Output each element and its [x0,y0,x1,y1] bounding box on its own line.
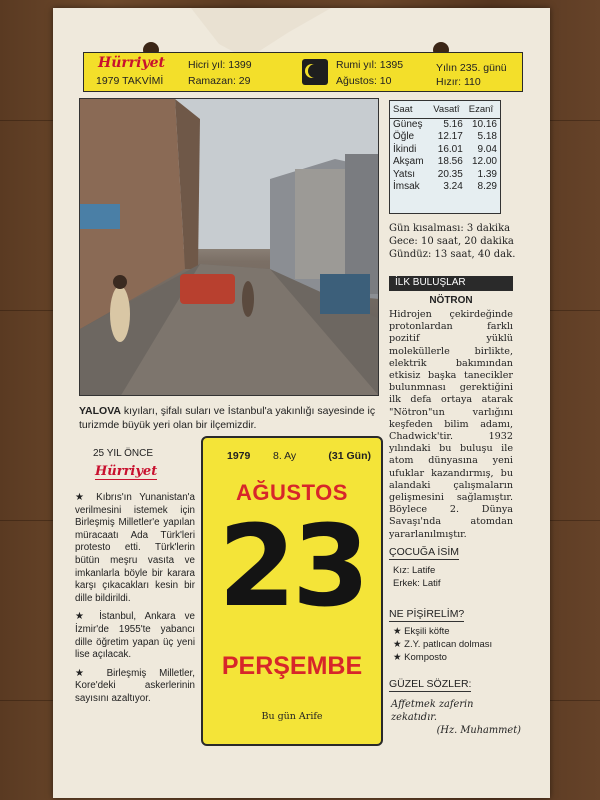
ne-pisirelim-heading: NE PİŞİRELİM? [389,608,465,620]
day-length-info [389,222,529,261]
day-shortening: Gün kısalması: 3 dakika [389,223,511,234]
table-row [390,169,500,181]
time-ezani: 10.16 [471,119,497,130]
card-day-count: (31 Gün) [328,450,371,462]
hicri-year: Hicri yıl: 1399 [188,59,252,71]
boy-name: Erkek: Latif [393,578,441,589]
time-vasati: 18.56 [437,156,463,168]
day-length: Gündüz: 13 saat, 40 dak. [389,249,516,260]
brand-logo: Hürriyet [98,55,165,71]
yil-once-label: 25 YIL ÖNCE [93,448,154,459]
photo-caption [79,404,381,432]
quote-text: Affetmek zaferin zekatıdır. [391,699,474,723]
time-name: Güneş [393,119,423,130]
girl-name: Kız: Latife [393,565,436,576]
calendar-page [53,8,550,798]
time-ezani: 8.29 [477,181,497,193]
table-row [390,181,500,193]
time-ezani: 12.00 [471,156,497,168]
time-ezani: 5.18 [477,131,497,143]
notron-title: NÖTRON [429,295,473,306]
ilk-buluslar-heading: İLK BULUŞLAR [389,276,513,291]
card-month-number: 8. Ay [273,450,297,462]
news-item: ★ Kıbrıs'ın Yunanistan'a verilmesini istemek için Birleşmiş Milletler'e yapılan müracaatı Ada Türk'leri protesto etti. Türk'lerin bütün meşru vasıta ve imkanlarla böyle bir karara karşı çıkacakları kesin bir dille bildirildi. [75,492,195,604]
card-day-number: 23 [218,502,366,632]
notron-article: Hidrojen çekirdeğinde protonlardan farklı pozitif yüklü moleküllerle birlikte, elektrik bakımından etkisiz başka tanecikler bulunmnası gerektiğini ilk defa ortaya atarak "Nötron"un varlığını keşfeden bilim adamı, Chadwick'tir. 1932 yılındaki bu buluşu ile atom dünyasına yeni ufuklar kazandırmış, bu alandaki çalışmaların gelişmesini sağlamıştır. Böylece 2. Dünya Savaşı'nda atomdan yararlanılmıştır. [389,309,513,540]
rumi-year: Rumi yıl: 1395 [336,59,404,71]
menu-item: ★ Komposto [393,652,447,663]
time-vasati: 5.16 [443,119,463,130]
table-row [390,144,500,156]
moon-phase-icon [302,59,328,85]
quote-author: (Hz. Muhammet) [436,725,521,736]
old-news-list [75,492,195,712]
card-month-name: AĞUSTOS [236,480,348,505]
night-length: Gece: 10 saat, 20 dakika [389,236,514,247]
agustos-rumi: Ağustos: 10 [336,75,392,87]
time-ezani: 1.39 [477,168,497,180]
time-name: Akşam [393,156,424,168]
day-of-year: Yılın 235. günü [436,62,507,74]
menu-item: ★ Ekşili köfte [393,626,450,637]
news-item: ★ Birleşmiş Milletler, Kore'deki askerlerinin sayısını azaltıyor. [75,667,195,704]
news-item: ★ İstanbul, Ankara ve İzmir'de 1955'te yabancı dille öğretim yapan üç yeni lise açılacak. [75,611,195,661]
ramazan-day: Ramazan: 29 [188,75,251,87]
time-name: İkindi [393,143,417,155]
takvim-label: 1979 TAKVİMİ [96,75,164,87]
table-row [390,119,500,132]
prayer-times-table [389,100,501,214]
time-vasati: 3.24 [443,181,463,193]
times-header-vasati: Vasatî [430,101,466,119]
quote-block [391,698,521,737]
card-weekday: PERŞEMBE [221,652,363,680]
hurriyet-small-logo: Hürriyet [95,464,158,479]
caption-place: YALOVA [79,405,122,417]
times-header-ezani: Ezanî [466,101,500,119]
menu-item: ★ Z.Y. patlıcan dolması [393,639,493,650]
times-header-saat: Saat [390,101,430,119]
time-name: İmsak [393,181,420,193]
time-ezani: 9.04 [477,143,497,155]
yalova-street-photo [79,98,379,396]
time-name: Yatsı [393,168,416,180]
time-vasati: 16.01 [437,143,463,155]
time-vasati: 12.17 [437,131,463,143]
calendar-header [83,52,523,92]
card-year: 1979 [227,450,251,462]
caption-text: kıyıları, şifalı suları ve İstanbul'a yakınlığı sayesinde iç turizmde büyük yeri olan bir ilçemizdir. [79,405,376,431]
table-row [390,156,500,168]
street-scene-illustration [80,99,379,396]
table-row [390,131,500,143]
cocuga-isim-heading: ÇOCUĞA İSİM [389,546,460,558]
time-name: Öğle [393,131,415,143]
card-note: Bu gün Arife [261,711,323,722]
date-card [201,436,383,746]
time-vasati: 20.35 [437,168,463,180]
guzel-sozler-heading: GÜZEL SÖZLER: [389,678,472,690]
hizir-day: Hızır: 110 [436,76,481,88]
